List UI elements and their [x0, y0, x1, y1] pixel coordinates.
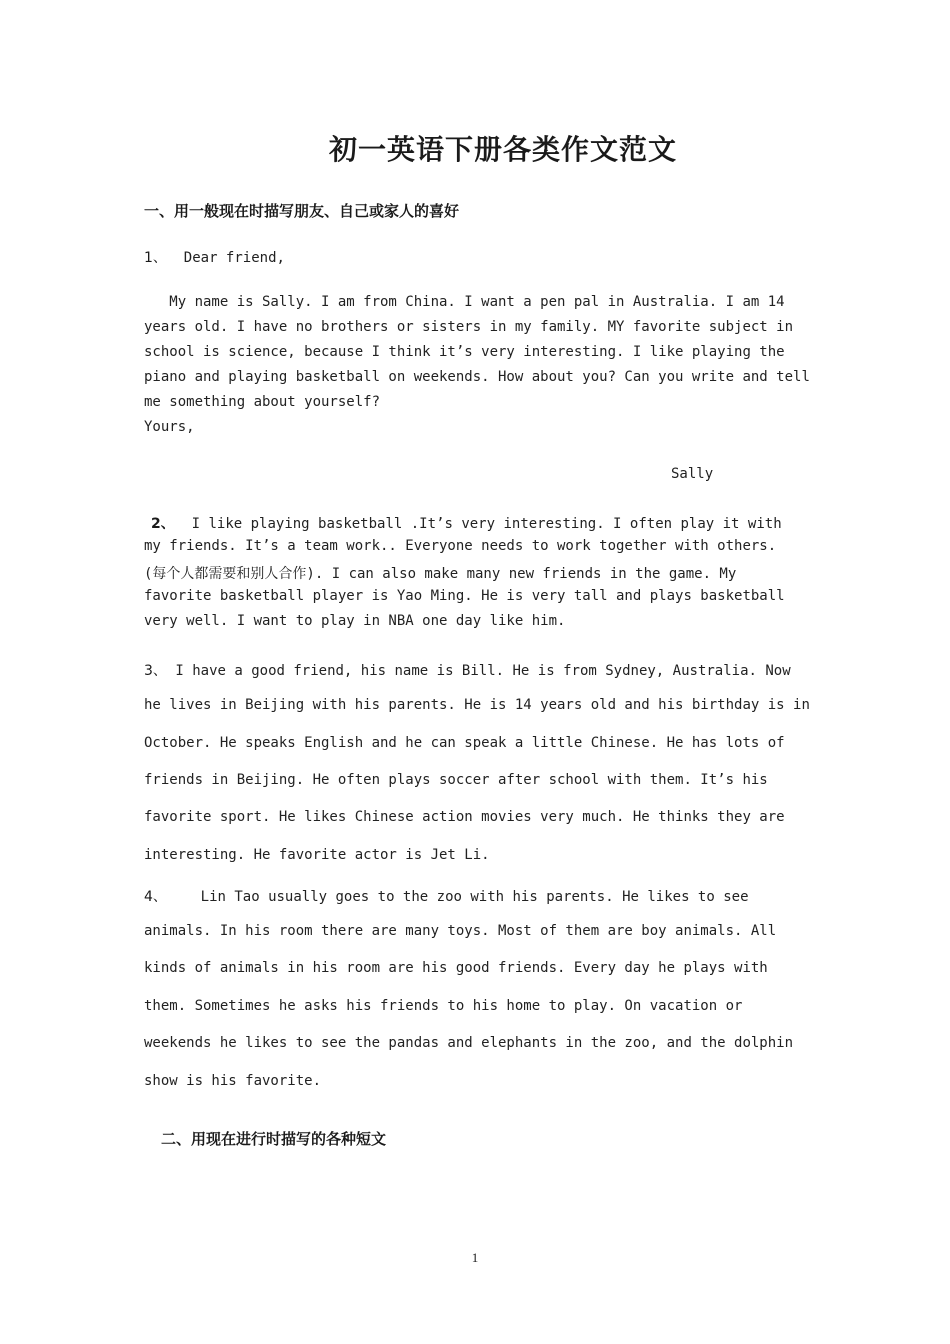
- essay-4-line: animals. In his room there are many toys. Most of them are boy animals. All: [144, 923, 777, 939]
- essay-1-line: My name is Sally. I am from China. I want a pen pal in Australia. I am 14: [144, 294, 785, 310]
- page-number: 1: [471, 1250, 479, 1265]
- essay-1-line: piano and playing basketball on weekends. How about you? Can you write and tell: [144, 369, 810, 385]
- essay-2-number: 2、: [151, 516, 175, 532]
- essay-4-line: show is his favorite.: [144, 1073, 322, 1089]
- essay-2-first-line: [151, 513, 782, 533]
- essay-2-line: my friends. It’s a team work.. Everyone needs to work together with others.: [144, 538, 777, 554]
- essay-3-line: interesting. He favorite actor is Jet Li.: [144, 847, 490, 863]
- essay-4-line: Lin Tao usually goes to the zoo with his parents. He likes to see: [200, 889, 749, 905]
- essay-2-line: very well. I want to play in NBA one day like him.: [144, 613, 566, 629]
- essay-1-signature: Sally: [671, 466, 714, 482]
- essay-1-greeting: Dear friend,: [183, 250, 285, 266]
- section-1-heading: 一、用一般现在时描写朋友、自己或家人的喜好: [144, 202, 460, 220]
- essay-3-line: October. He speaks English and he can speak a little Chinese. He has lots of: [144, 735, 785, 751]
- essay-1-line: years old. I have no brothers or sisters in my family. MY favorite subject in: [144, 319, 794, 335]
- essay-4-number: 4、: [144, 889, 167, 905]
- document-title: 初一英语下册各类作文范文: [328, 133, 677, 166]
- essay-4-first-line: [144, 886, 749, 906]
- section-2-heading: 二、用现在进行时描写的各种短文: [161, 1130, 387, 1148]
- essay-1-line: school is science, because I think it’s very interesting. I like playing the: [144, 344, 785, 360]
- essay-3-number: 3、: [144, 663, 167, 679]
- essay-4-line: them. Sometimes he asks his friends to his home to play. On vacation or: [144, 998, 743, 1014]
- essay-3-line: friends in Beijing. He often plays soccer after school with them. It’s his: [144, 772, 768, 788]
- essay-2-line: I like playing basketball .It’s very interesting. I often play it with: [191, 516, 782, 532]
- essay-2-line: favorite basketball player is Yao Ming. He is very tall and plays basketball: [144, 588, 785, 604]
- essay-2-line: (每个人都需要和别人合作). I can also make many new friends in the game. My: [144, 566, 737, 582]
- essay-1-number: 1、: [144, 250, 167, 266]
- essay-4-line: weekends he likes to see the pandas and elephants in the zoo, and the dolphin: [144, 1035, 794, 1051]
- essay-3-line: he lives in Beijing with his parents. He is 14 years old and his birthday is in: [144, 697, 810, 713]
- essay-1-header-line: [144, 247, 285, 267]
- essay-3-line: favorite sport. He likes Chinese action movies very much. He thinks they are: [144, 809, 785, 825]
- essay-3-line: I have a good friend, his name is Bill. He is from Sydney, Australia. Now: [175, 663, 791, 679]
- essay-1-line: me something about yourself?: [144, 394, 381, 410]
- essay-1-closing: Yours,: [144, 419, 195, 435]
- essay-3-first-line: [144, 660, 791, 680]
- essay-4-line: kinds of animals in his room are his good friends. Every day he plays with: [144, 960, 768, 976]
